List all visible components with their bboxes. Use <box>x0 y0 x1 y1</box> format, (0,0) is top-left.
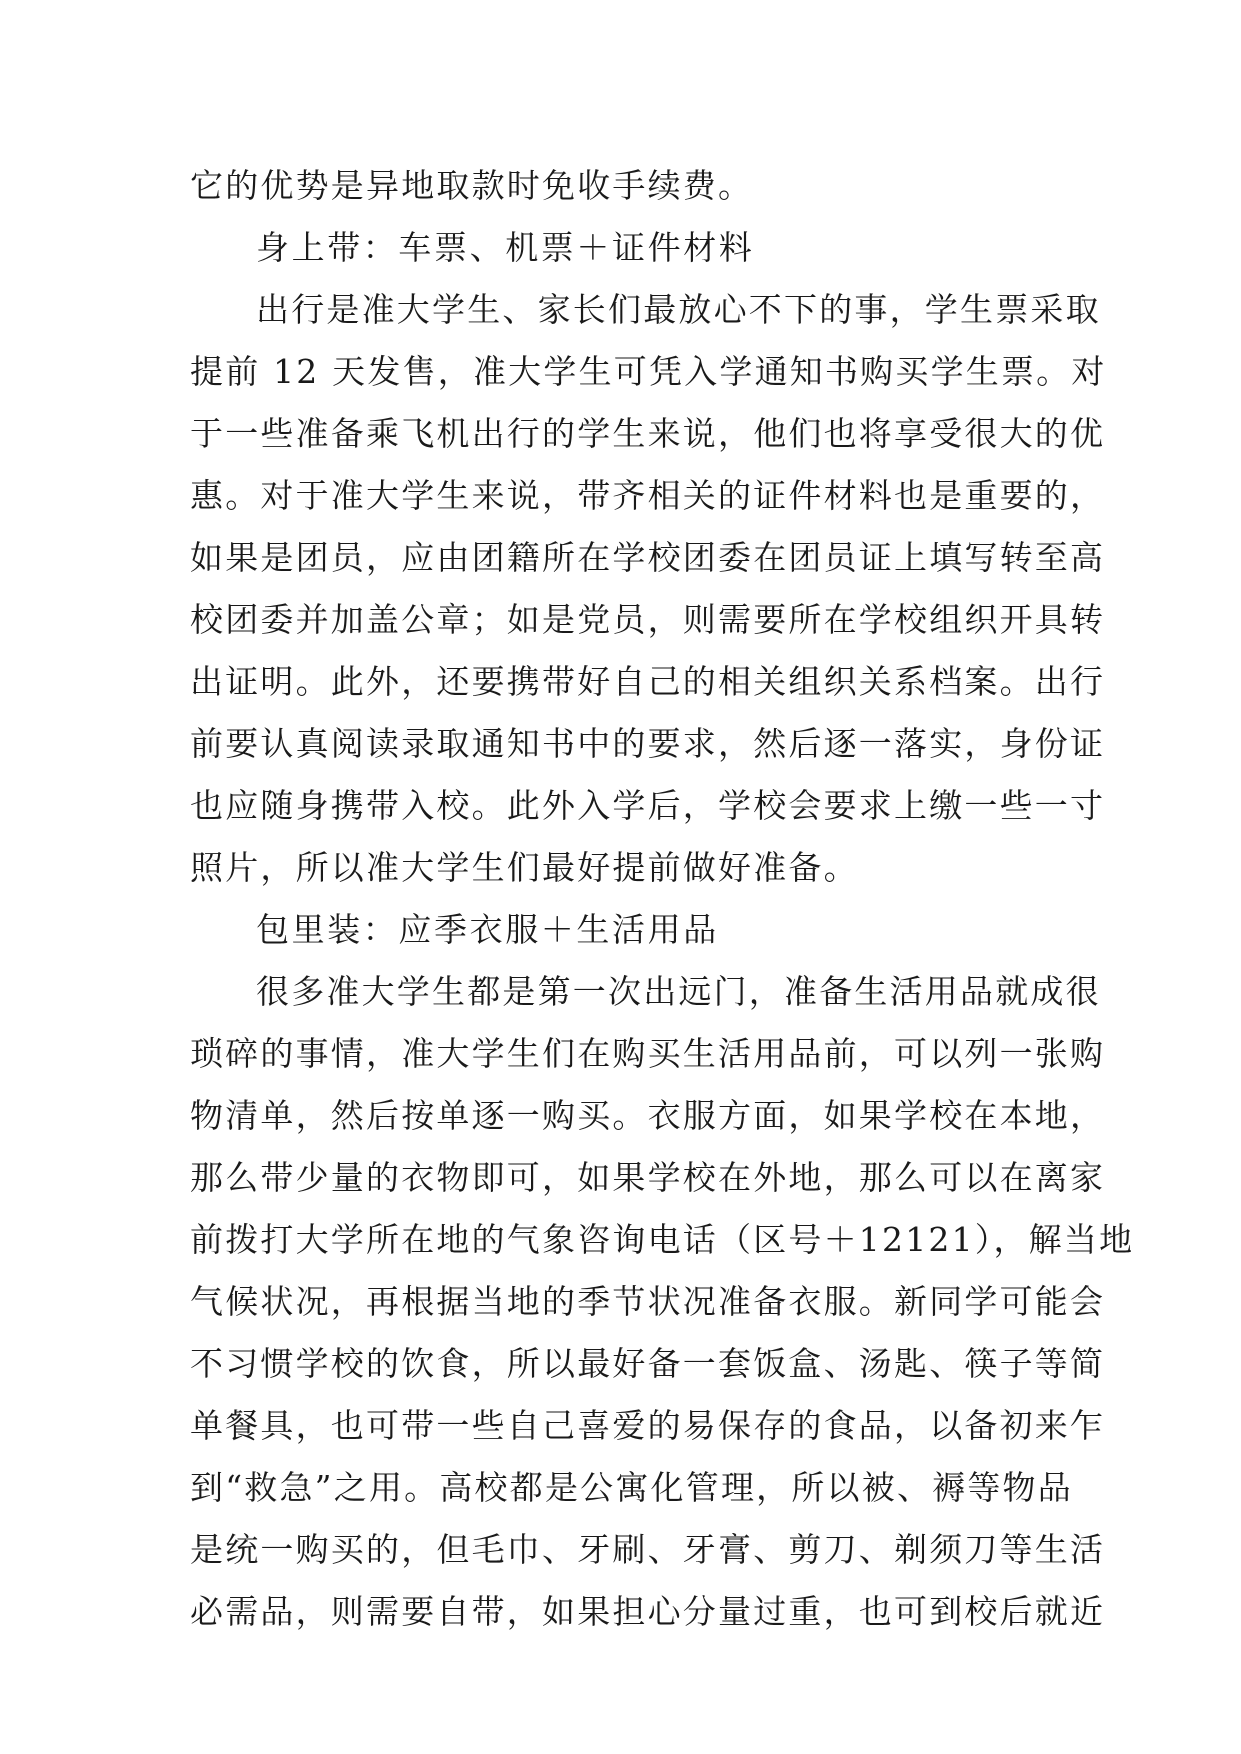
text-line: 琐碎的事情，准大学生们在购买生活用品前，可以列一张购 <box>190 1034 1106 1073</box>
text-line: 出行是准大学生、家长们最放心不下的事，学生票采取 <box>256 290 1101 329</box>
text-line: 提前 12 天发售，准大学生可凭入学通知书购买学生票。对 <box>190 352 1107 391</box>
text-line: 前拨打大学所在地的气象咨询电话（区号＋12121），解当地 <box>190 1220 1135 1259</box>
text-line: 出证明。此外，还要携带好自己的相关组织关系档案。出行 <box>190 662 1106 701</box>
section-heading-pack: 包里装：应季衣服＋生活用品 <box>256 910 719 949</box>
text-line: 前要认真阅读录取通知书中的要求，然后逐一落实，身份证 <box>190 724 1106 763</box>
text-line: 不习惯学校的饮食，所以最好备一套饭盒、汤匙、筷子等简 <box>190 1344 1106 1383</box>
section-heading-carry: 身上带：车票、机票＋证件材料 <box>256 228 755 267</box>
text-line: 必需品，则需要自带，如果担心分量过重，也可到校后就近 <box>190 1592 1106 1631</box>
text-line: 照片，所以准大学生们最好提前做好准备。 <box>190 848 859 887</box>
text-line: 很多准大学生都是第一次出远门，准备生活用品就成很 <box>256 972 1101 1011</box>
text-line: 是统一购买的，但毛巾、牙刷、牙膏、剪刀、剃须刀等生活 <box>190 1530 1106 1569</box>
text-line: 于一些准备乘飞机出行的学生来说，他们也将享受很大的优 <box>190 414 1106 453</box>
text-line: 到“救急”之用。高校都是公寓化管理，所以被、褥等物品 <box>190 1468 1073 1507</box>
text-line: 物清单，然后按单逐一购买。衣服方面，如果学校在本地， <box>190 1096 1106 1135</box>
text-line: 惠。对于准大学生来说，带齐相关的证件材料也是重要的， <box>190 476 1106 515</box>
text-line: 校团委并加盖公章；如是党员，则需要所在学校组织开具转 <box>190 600 1106 639</box>
text-line: 气候状况，再根据当地的季节状况准备衣服。新同学可能会 <box>190 1282 1106 1321</box>
text-line: 那么带少量的衣物即可，如果学校在外地，那么可以在离家 <box>190 1158 1106 1197</box>
text-line: 单餐具，也可带一些自己喜爱的易保存的食品，以备初来乍 <box>190 1406 1106 1445</box>
text-line: 它的优势是异地取款时免收手续费。 <box>190 166 754 205</box>
text-line: 如果是团员，应由团籍所在学校团委在团员证上填写转至高 <box>190 538 1106 577</box>
document-page <box>190 155 1135 1643</box>
text-line: 也应随身携带入校。此外入学后，学校会要求上缴一些一寸 <box>190 786 1106 825</box>
